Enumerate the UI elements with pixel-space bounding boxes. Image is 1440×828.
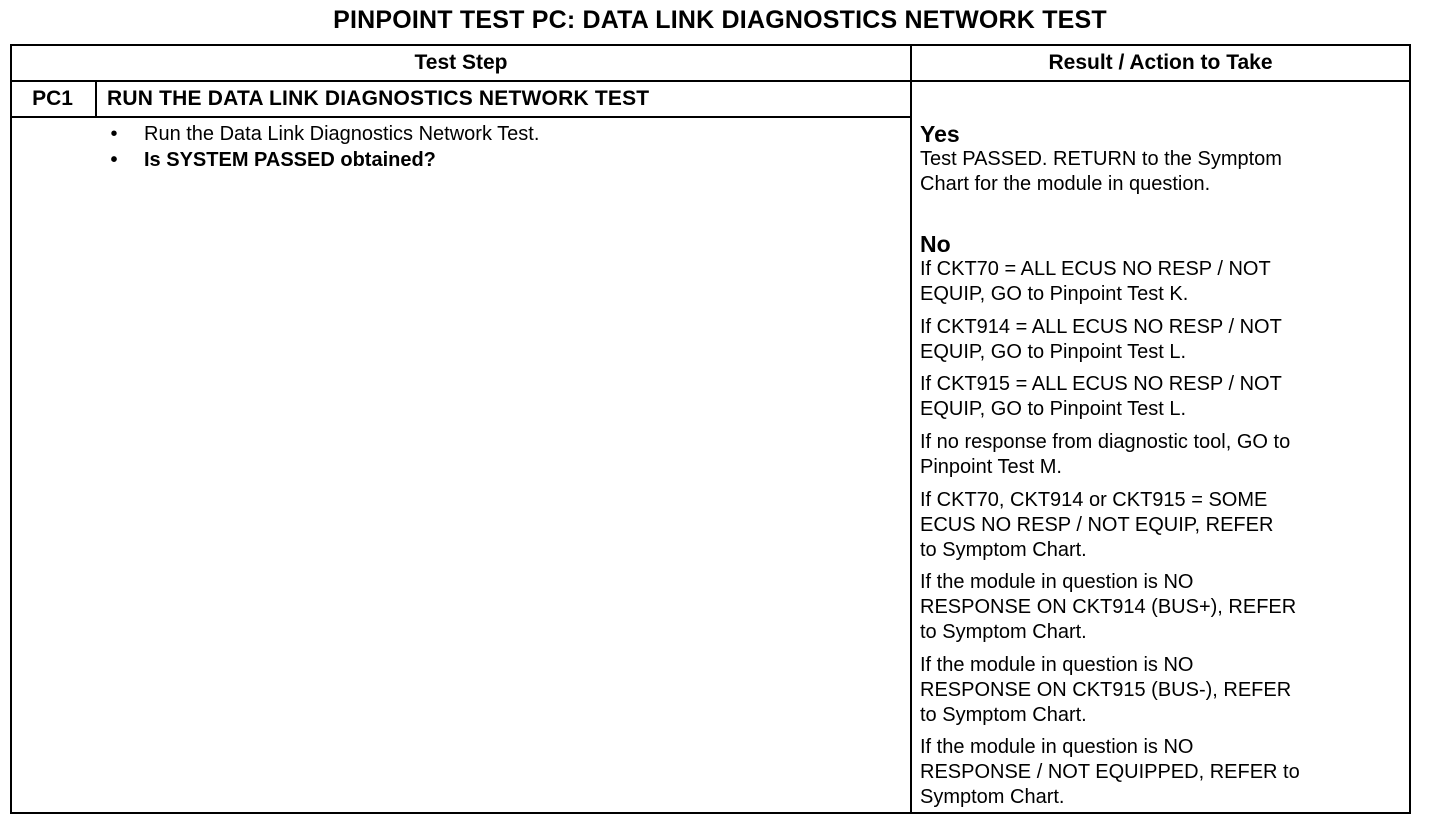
yes-heading: Yes <box>920 121 960 147</box>
page-title: PINPOINT TEST PC: DATA LINK DIAGNOSTICS NETWORK TEST <box>333 6 1107 34</box>
step-id-divider <box>95 81 97 117</box>
no-item-text: to Symptom Chart. <box>920 539 1087 561</box>
instruction-item <box>104 121 539 147</box>
no-item <box>920 653 1406 728</box>
no-item-text: ECUS NO RESP / NOT EQUIP, REFER <box>920 514 1274 536</box>
no-item-text: If the module in question is NO <box>920 571 1194 593</box>
column-divider <box>910 44 912 814</box>
result-no-heading <box>920 231 1406 257</box>
result-yes <box>920 121 1406 197</box>
no-item <box>920 257 1406 307</box>
instruction-item <box>104 147 539 173</box>
instruction-text: Run the Data Link Diagnostics Network Test. <box>144 123 540 145</box>
no-item <box>920 315 1406 365</box>
yes-text: Test PASSED. RETURN to the Symptom <box>920 148 1282 170</box>
no-item-text: EQUIP, GO to Pinpoint Test K. <box>920 283 1189 305</box>
step-instructions <box>104 121 539 173</box>
header-test-step: Test Step <box>414 51 508 74</box>
no-item-text: RESPONSE ON CKT915 (BUS-), REFER <box>920 679 1292 701</box>
header-divider <box>10 80 1411 82</box>
no-item-text: If CKT70 = ALL ECUS NO RESP / NOT <box>920 258 1271 280</box>
no-item-text: If the module in question is NO <box>920 736 1194 758</box>
yes-text: Chart for the module in question. <box>920 173 1211 195</box>
no-item-text: EQUIP, GO to Pinpoint Test L. <box>920 341 1187 363</box>
no-heading: No <box>920 231 951 257</box>
no-item <box>920 488 1406 563</box>
no-item-text: RESPONSE ON CKT914 (BUS+), REFER <box>920 596 1297 618</box>
step-row-divider <box>10 116 911 118</box>
no-item-text: to Symptom Chart. <box>920 704 1087 726</box>
no-item-text: RESPONSE / NOT EQUIPPED, REFER to <box>920 761 1300 783</box>
instruction-question: Is SYSTEM PASSED obtained? <box>144 149 436 171</box>
no-item-text: Symptom Chart. <box>920 786 1065 808</box>
no-item-text: If CKT915 = ALL ECUS NO RESP / NOT <box>920 373 1282 395</box>
bullet-icon: • <box>110 123 118 145</box>
no-item-text: If CKT914 = ALL ECUS NO RESP / NOT <box>920 316 1282 338</box>
no-item <box>920 570 1406 645</box>
no-item-text: If no response from diagnostic tool, GO to <box>920 431 1291 453</box>
header-result-action: Result / Action to Take <box>1048 51 1273 74</box>
no-item <box>920 430 1406 480</box>
bullet-icon: • <box>110 149 118 171</box>
no-item-text: to Symptom Chart. <box>920 621 1087 643</box>
no-item-text: If the module in question is NO <box>920 654 1194 676</box>
no-item <box>920 372 1406 422</box>
no-item-text: EQUIP, GO to Pinpoint Test L. <box>920 398 1187 420</box>
step-title: RUN THE DATA LINK DIAGNOSTICS NETWORK TEST <box>107 87 650 110</box>
step-id: PC1 <box>32 87 73 110</box>
no-item <box>920 735 1406 810</box>
no-item-text: Pinpoint Test M. <box>920 456 1062 478</box>
no-item-text: If CKT70, CKT914 or CKT915 = SOME <box>920 489 1268 511</box>
